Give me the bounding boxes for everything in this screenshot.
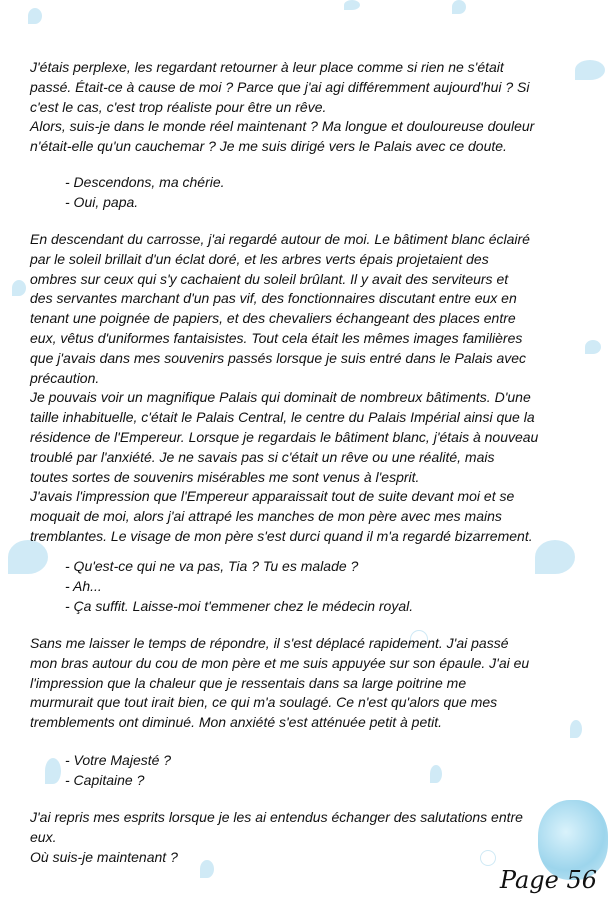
text-line: taille inhabituelle, c'était le Palais Central, le centre du Palais Impérial ainsi que la [30, 409, 535, 426]
text-line: En descendant du carrosse, j'ai regardé autour de moi. Le bâtiment blanc éclairé [30, 231, 530, 247]
text-line: tremblantes. Le visage de mon père s'est durci quand il m'a regardé bizarrement. [30, 527, 533, 544]
petal-decoration [452, 0, 466, 14]
text-line: Je pouvais voir un magnifique Palais qui dominait de nombreux bâtiments. D'une [30, 389, 531, 406]
dialogue [65, 751, 171, 791]
petal-decoration [430, 765, 442, 783]
text-line: que j'avais dans mes souvenirs passés lorsque je suis entré dans le Palais avec [30, 349, 527, 366]
text-line: toutes sortes de souvenirs misérables me sont venus à l'esprit. [30, 468, 420, 485]
text-line: tremblements ont diminué. Mon anxiété s'est atténuée petit à petit. [30, 714, 443, 731]
paragraph [30, 634, 529, 733]
text-line: - Capitaine ? [65, 771, 145, 788]
text-line: eux, vêtus d'uniformes fantaisistes. Tout cela était les mêmes images familières [30, 329, 523, 346]
petal-decoration [585, 340, 601, 354]
text-line: précaution. [30, 369, 100, 386]
text-line: - Ça suffit. Laisse-moi t'emmener chez le médecin royal. [65, 597, 414, 614]
text-line: - Votre Majesté ? [65, 752, 172, 768]
text-line: par le soleil brillait d'un éclat doré, et les arbres verts épais projetaient des [30, 250, 489, 267]
petal-decoration [12, 280, 26, 296]
text-line: J'avais l'impression que l'Empereur apparaissait tout de suite devant moi et se [30, 488, 515, 505]
petal-decoration [575, 60, 605, 80]
text-line: - Oui, papa. [65, 193, 139, 210]
text-line: ombres sur ceux qui s'y cachaient du soleil brûlant. Il y avait des serviteurs et [30, 270, 509, 287]
petal-decoration [45, 758, 61, 784]
page-number: Page 56 [499, 866, 597, 894]
text-line: troublé par l'anxiété. Je ne savais pas si c'était un rêve ou une réalité, mais [30, 448, 495, 465]
text-line: moquait de moi, alors j'ai attrapé les manches de mon père avec mes mains [30, 508, 502, 525]
text-line: eux. [30, 828, 57, 845]
paragraph [30, 230, 538, 547]
text-line: Alors, suis-je dans le monde réel maintenant ? Ma longue et douloureuse douleur [30, 118, 535, 135]
text-line: - Ah... [65, 577, 102, 594]
dialogue [65, 557, 413, 616]
dialogue [65, 173, 225, 213]
petal-decoration [344, 0, 360, 10]
text-line: résidence de l'Empereur. Lorsque je regardais le bâtiment blanc, j'étais à nouveau [30, 428, 539, 445]
text-line: n'était-elle qu'un cauchemar ? Je me suis dirigé vers le Palais avec ce doute. [30, 138, 507, 155]
text-line: Sans me laisser le temps de répondre, il s'est déplacé rapidement. J'ai passé [30, 635, 509, 651]
text-line: murmurait que tout irait bien, ce qui m'a soulagé. Ce n'est qu'alors que mes [30, 694, 498, 711]
text-line: - Descendons, ma chérie. [65, 174, 225, 190]
text-line: - Qu'est-ce qui ne va pas, Tia ? Tu es malade ? [65, 558, 359, 574]
paragraph [30, 808, 523, 867]
text-line: J'étais perplexe, les regardant retourner à leur place comme si rien ne s'était [30, 59, 504, 75]
petal-decoration [535, 540, 575, 574]
text-line: Où suis-je maintenant ? [30, 848, 178, 865]
text-line: c'est le cas, c'est trop réaliste pour être un rêve. [30, 98, 327, 115]
text-line: J'ai repris mes esprits lorsque je les ai entendus échanger des salutations entre [30, 809, 523, 825]
text-line: des servantes marchant d'un pas vif, des fonctionnaires discutant entre eux en [30, 290, 517, 307]
petal-decoration [28, 8, 42, 24]
text-line: tenant une poignée de papiers, et des chevaliers échangeant des places entre [30, 310, 516, 327]
paragraph [30, 58, 534, 157]
text-line: mon bras autour du cou de mon père et me suis appuyée sur son épaule. J'ai eu [30, 654, 530, 671]
petal-decoration [570, 720, 582, 738]
text-line: l'impression que la chaleur que je ressentais dans sa large poitrine me [30, 674, 467, 691]
text-line: passé. Était-ce à cause de moi ? Parce que j'ai agi différemment aujourd'hui ? Si [30, 78, 530, 95]
